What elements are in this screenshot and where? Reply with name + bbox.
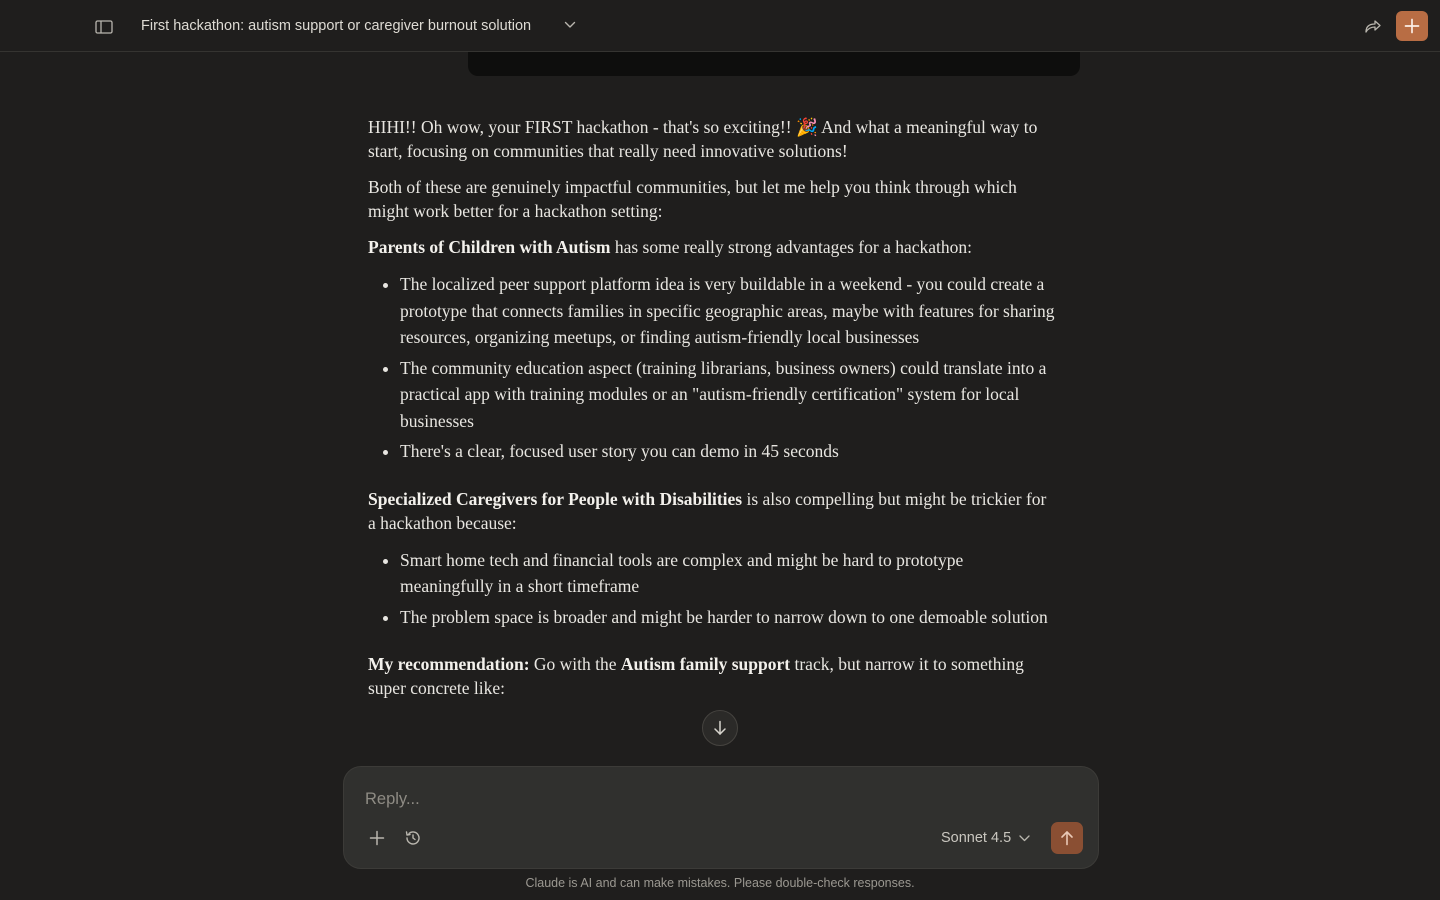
section-title: Specialized Caregivers for People with Disabilities [368,488,743,509]
recommendation-paragraph [368,652,1058,700]
chevron-down-icon [1019,835,1030,842]
section-title: Parents of Children with Autism [368,237,611,257]
section-subtitle: is also compelling but might be trickier for a hackathon because: [368,488,1047,533]
arrow-up-icon [1060,830,1074,846]
clock-history-icon [404,829,422,847]
top-bar [0,0,1440,52]
list-item: • The community education aspect (training librarians, business owners) could translate into a practical app with training modules or an "autism-friendly certification" system for local businesses [400,355,1058,435]
section-heading [368,487,1058,535]
message-paragraph: Both of these are genuinely impactful communities, but let me help you think through which might work better for a hackathon setting: [368,177,1017,221]
bullet-list [368,547,1058,631]
add-attachment-button[interactable] [366,827,388,849]
composer [343,766,1099,869]
list-item: • Smart home tech and financial tools are complex and might be hard to prototype meaningfully in a short timeframe [400,547,1058,600]
send-button[interactable] [1051,822,1083,854]
list-item: • The localized peer support platform idea is very buildable in a weekend - you could create a prototype that connects families in specific geographic areas, maybe with features for sharing resources, organizing meetups, or finding autism-friendly local businesses [400,271,1058,351]
sidebar-toggle-button[interactable] [93,16,115,38]
bullet-list [368,271,1058,465]
arrow-down-icon [713,720,727,736]
scroll-to-bottom-button[interactable] [702,710,738,746]
model-name: Sonnet 4.5 [941,830,1012,846]
share-button[interactable] [1362,15,1384,37]
recommendation-track: Autism family support [620,654,791,674]
list-item: • The problem space is broader and might be harder to narrow down to one demoable solution [400,604,1058,631]
section-heading [368,235,1058,259]
section-subtitle: has some really strong advantages for a hackathon: [610,237,972,257]
model-selector[interactable] [941,827,1030,849]
share-icon [1364,18,1382,34]
plus-icon [1404,18,1420,34]
sidebar-icon [95,19,113,35]
new-chat-button[interactable] [1396,11,1428,41]
list-item: • There's a clear, focused user story you can demo in 45 seconds [400,438,1058,465]
chat-title[interactable]: First hackathon: autism support or caregiver burnout solution [141,18,532,34]
recommendation-text: Go with the [529,654,621,674]
reply-input[interactable] [365,787,1065,811]
recommendation-text: track, but narrow it to something super concrete like: [368,654,1024,698]
assistant-message [368,115,1058,712]
message-paragraph: HIHI!! Oh wow, your FIRST hackathon - that's so exciting!! 🎉 And what a meaningful way to start, focusing on communities that really need innovative solutions! [368,117,1038,161]
recommendation-label: My recommendation: [368,654,530,674]
chevron-down-icon[interactable] [562,17,578,33]
history-button[interactable] [402,827,424,849]
plus-icon [369,830,385,846]
disclaimer-text: Claude is AI and can make mistakes. Please double-check responses. [525,876,915,890]
